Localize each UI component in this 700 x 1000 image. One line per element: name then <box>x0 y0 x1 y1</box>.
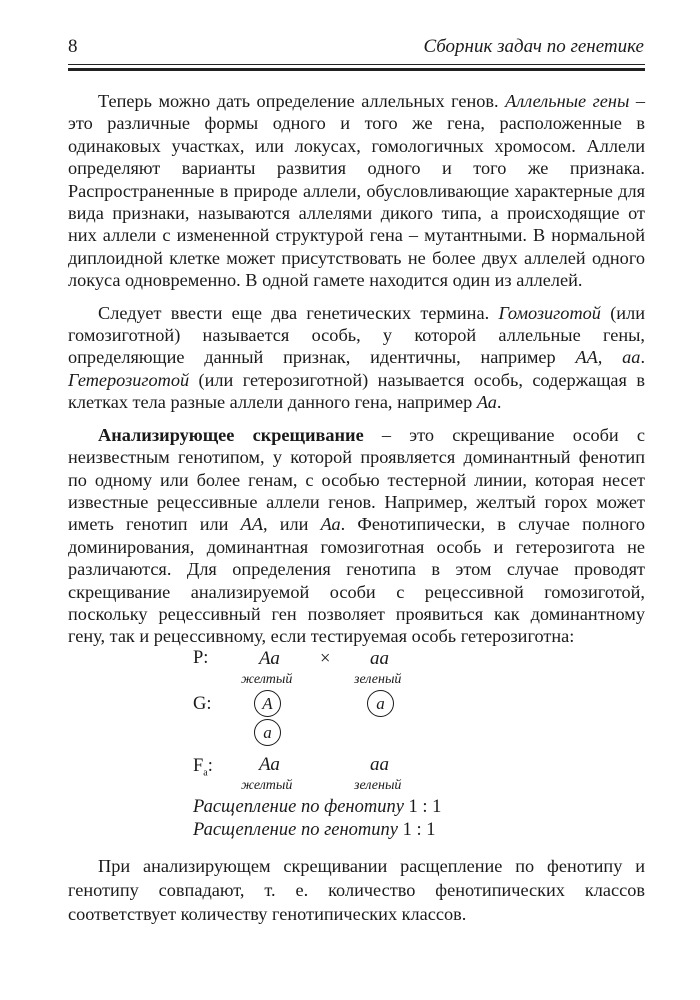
example-genotype: Аа <box>320 514 341 535</box>
text-run: Теперь можно дать определение аллельных генов. <box>98 91 506 111</box>
page-header <box>68 36 644 64</box>
header-rule-thin <box>68 64 645 65</box>
parent-phenotype-left: желтый <box>241 672 293 687</box>
parent-genotype-right: аа <box>370 648 389 669</box>
ratio-value: 1 : 1 <box>402 820 436 840</box>
paragraph-test-cross <box>68 424 645 648</box>
offspring-genotype-right: аа <box>370 754 389 775</box>
text-run: Следует ввести еще два генетических термина. <box>98 302 499 323</box>
offspring-colon: : <box>207 756 213 776</box>
paragraph-homozygote <box>68 302 645 414</box>
text-run: (или гомозиготной) называется особь, у которой аллельные гены, определяющие данный признак, идентичны, например <box>68 302 645 368</box>
gamete-dominant: А <box>254 690 281 717</box>
term-heterozygote: Гетерозиготой <box>68 369 190 390</box>
ratio-value: 1 : 1 <box>408 797 442 817</box>
example-genotype: Аа <box>476 392 497 413</box>
body-text <box>68 90 645 649</box>
offspring-genotype-left: Аа <box>259 754 280 775</box>
term-homozygote: Гомозиготой <box>498 302 601 323</box>
offspring-letter: F <box>193 756 204 776</box>
final-paragraph-block <box>68 854 645 926</box>
page-number: 8 <box>68 36 78 57</box>
paragraph-conclusion: При анализирующем скрещивании расщепление по фенотипу и генотипу совпадают, т. е. количество фенотипических классов соответствует количеству генотипических классов. <box>68 856 645 924</box>
text-run: – это различные формы одного и того же гена, расположенные в одинаковых участках, или локусах, гомологичных хромосом. Аллели определяют варианты развития одного и того же признака. Распространенные в природе аллели, обусловливающие характерные для вида признаки, называются аллелями дикого типа, а происходящие от них аллели с измененной структурой гена – мутантными. В нормальной диплоидной клетке может присутствовать не более двух аллелей одного локуса одновременно. В одной гамете находится один из аллелей. <box>68 91 645 291</box>
term-test-cross: Анализирующее скрещивание <box>98 424 364 445</box>
ratio-label: Расщепление по генотипу <box>193 820 398 840</box>
parent-genotype-left: Аа <box>259 648 280 669</box>
header-rule-thick <box>68 68 645 71</box>
gamete-recessive-right: а <box>367 690 394 717</box>
offspring-phenotype-left: желтый <box>241 778 293 793</box>
text-run: (или гетерозиготной) называется особь, содержащая в клетках тела разные аллели данного гена, например <box>68 369 645 413</box>
example-genotype: АА <box>240 514 263 535</box>
ratio-label: Расщепление по фенотипу <box>193 797 404 817</box>
phenotype-ratio <box>193 797 441 818</box>
text-run: . Фенотипически, в случае полного доминирования, доминантная гомозиготная особь и гетерозигота не различаются. Для определения генотипа в этом случае проводят скрещивание анализируемой особи с рецессивной гомозиготой, поскольку рецессивный ген позволяет проявиться как доминантному гену, так и рецессивному, если тестируемая особь гетерозиготна: <box>68 514 646 647</box>
offspring-subscript: а <box>203 767 208 779</box>
term-allelic-genes: Аллельные гены <box>505 91 630 111</box>
offspring-label <box>193 756 213 779</box>
parents-label: P: <box>193 648 209 668</box>
example-genotypes: АА, аа <box>575 347 641 368</box>
gamete-recessive-left: а <box>254 719 281 746</box>
paragraph-allelic-genes <box>68 90 645 292</box>
parent-phenotype-right: зеленый <box>354 672 402 687</box>
text-run: . <box>640 347 646 368</box>
text-run: – это скрещивание особи с неизвестным генотипом, у которой проявляется доминантный фенотип по одному или более генам, с особью тестерной линии, которая несет известные рецессивные аллели генов. Например, желтый горох может иметь генотип или <box>68 424 645 535</box>
cross-sign: × <box>320 649 331 669</box>
text-run: , или <box>263 514 321 535</box>
running-title: Сборник задач по генетике <box>423 36 644 57</box>
text-run: . <box>496 392 502 413</box>
gametes-label: G: <box>193 694 212 714</box>
genotype-ratio <box>193 820 436 841</box>
offspring-phenotype-right: зеленый <box>354 778 402 793</box>
